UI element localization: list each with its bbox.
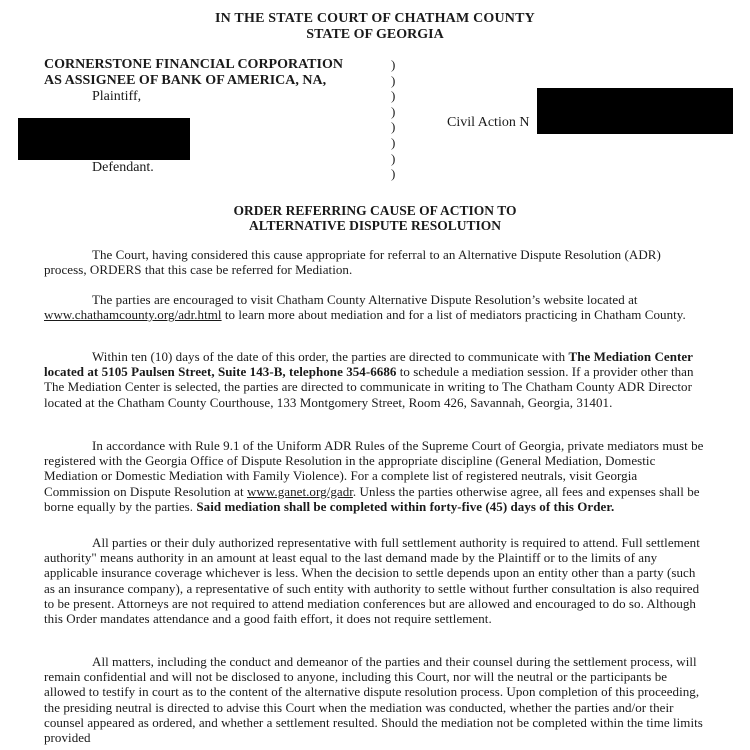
paragraph-text: The Court, having considered this cause appropriate for referral to an Alternative Dispute Resolution (ADR) process, ORDERS that this case be referred for Mediation.	[44, 247, 661, 278]
order-title-line1: ORDER REFERRING CAUSE OF ACTION TO	[233, 203, 517, 218]
civil-action-label: Civil Action N	[447, 115, 530, 130]
paren-mark: )	[391, 72, 396, 88]
paragraph-referral	[44, 247, 704, 277]
paragraph-confidentiality	[44, 654, 704, 745]
gadr-website-link[interactable]: www.ganet.org/gadr	[246, 483, 353, 499]
paragraph-mediation-center	[44, 349, 704, 410]
court-name: IN THE STATE COURT OF CHATHAM COUNTY	[215, 11, 535, 26]
redaction-defendant	[18, 118, 190, 160]
paren-mark: )	[391, 88, 396, 104]
paragraph-text: to learn more about mediation and for a list of mediators practicing in Chatham County.	[221, 307, 686, 323]
paren-mark: )	[391, 103, 396, 119]
order-title	[0, 203, 750, 233]
paragraph-text: All matters, including the conduct and demeanor of the parties and their counsel during the settlement process, will remain confidential and will not be disclosed to anyone, including this Court, nor will the neutral or the participants be allowed to testify in court as to the content of the alternative dispute resolution process. Upon completion of this proceeding, the presiding neutral is directed to advise this Court when the mediation was conducted, whether the parties and/or their counsel appeared as ordered, and whether a settlement resulted. Should the mediation not be completed within the time limits provided	[44, 654, 703, 746]
court-state: STATE OF GEORGIA	[306, 27, 444, 42]
paragraph-text: to schedule a mediation session. If a provider other than The Mediation Center is selected, the parties are directed to communicate in writing to The Chatham County ADR Director located at the Chatham County Courthouse, 133 Montgomery Street, Room 426, Savannah, Georgia, 31401.	[44, 364, 694, 410]
paragraph-text: All parties or their duly authorized representative with full settlement authority is required to attend. Full settlement authority" means authority in an amount at least equal to the last demand made by the Plaintiff or to the limits of any applicable insurance coverage whichever is less. When the decision to settle depends upon an entity other than a party (such as an insurance company), a representative of such entity with authority to settle without further consultation is also required to be present. Attorneys are not required to attend mediation conferences but are allowed and encouraged to do so. Although this Order mandates attendance and a good faith effort, it does not require settlement.	[44, 535, 700, 627]
paren-mark: )	[391, 166, 396, 182]
paren-mark: )	[391, 119, 396, 135]
paragraph-website	[44, 292, 704, 322]
paragraph-text: In accordance with Rule 9.1 of the Uniform ADR Rules of the Supreme Court of Georgia, private mediators must be registered with the Georgia Office of Dispute Resolution in the appropriate discipline (General Mediation, Domestic Mediation or Domestic Mediation with Family Violence). For a complete list of registered neutrals, visit Georgia Commission on Dispute Resolution at	[44, 438, 704, 499]
defendant-label: Defendant.	[92, 160, 154, 175]
paragraph-text: Within ten (10) days of the date of this order, the parties are directed to communicate with	[92, 349, 569, 364]
order-title-line2: ALTERNATIVE DISPUTE RESOLUTION	[248, 218, 502, 233]
paren-mark: )	[391, 150, 396, 166]
paren-mark: )	[391, 134, 396, 150]
paragraph-text: . Unless the parties otherwise agree, all fees and expenses shall be borne equally by the parties.	[44, 483, 700, 514]
paragraph-settlement-authority	[44, 535, 704, 626]
caption-parentheses	[391, 57, 395, 182]
adr-website-link[interactable]: www.chathamcounty.org/adr.html	[44, 307, 222, 323]
paragraph-text: The parties are encouraged to visit Chatham County Alternative Dispute Resolution’s website located at	[92, 292, 638, 307]
plaintiff-label: Plaintiff,	[92, 89, 142, 104]
paragraph-rule-9-1	[44, 438, 704, 514]
plaintiff-name-line2: AS ASSIGNEE OF BANK OF AMERICA, NA,	[44, 73, 327, 88]
redaction-case-number	[537, 88, 733, 134]
mediation-center-details: The Mediation Center located at 5105 Paulsen Street, Suite 143-B, telephone 354-6686	[44, 349, 693, 380]
plaintiff-name-line1: CORNERSTONE FINANCIAL CORPORATION	[44, 57, 343, 72]
mediation-deadline: Said mediation shall be completed within forty-five (45) days of this Order.	[196, 498, 615, 514]
paren-mark: )	[391, 57, 396, 72]
